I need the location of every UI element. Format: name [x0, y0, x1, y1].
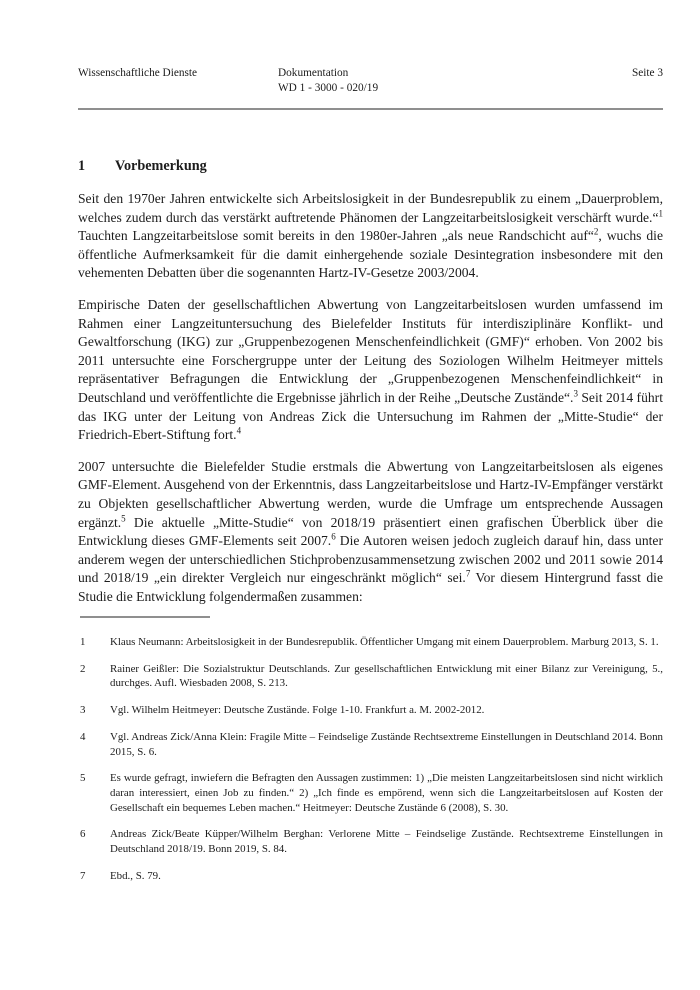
footnote-number: 5: [80, 772, 86, 785]
page-header: [78, 66, 663, 96]
header-page-number: Seite 3: [631, 67, 663, 79]
footnote-item: [78, 730, 663, 759]
footnote-number: 1: [80, 636, 86, 648]
footnote-text: Klaus Neumann: Arbeitslosigkeit in der Bundesrepublik. Öffentlicher Umgang mit einem Dauerproblem. Marburg 2013, S. 1.: [110, 636, 659, 648]
footnote-number: 3: [80, 704, 86, 717]
footnote-ref: 2: [593, 226, 599, 237]
footnote-text: Andreas Zick/Beate Küpper/Wilhelm Berghan: Verlorene Mitte – Feindselige Zustände. Rechtsextreme Einstellungen in Deutschland 2018/19. Bonn 2019, S. 84.: [110, 828, 663, 856]
footnote-item: [78, 771, 663, 815]
footnote-text: Vgl. Wilhelm Heitmeyer: Deutsche Zustände. Folge 1-10. Frankfurt a. M. 2002-2012.: [110, 704, 485, 717]
footnote-ref: 5: [121, 512, 126, 523]
footnote-item: [78, 869, 663, 884]
footnote-separator: [80, 616, 210, 618]
footnote-item: [78, 635, 663, 650]
footnote-ref: 1: [658, 208, 663, 219]
footnote-ref: 6: [331, 531, 336, 542]
footnote-item: [78, 827, 663, 856]
footnote-text: Rainer Geißler: Die Sozialstruktur Deutschlands. Zur gesellschaftlichen Entwicklung mit einer Bilanz zur Vereinigung, 5., durchges. Aufl. Wiesbaden 2008, S. 213.: [110, 662, 663, 690]
section-title: Vorbemerkung: [115, 158, 207, 174]
section-heading: [78, 157, 663, 175]
section-number: 1: [78, 158, 86, 174]
footnote-list: [78, 635, 663, 883]
body-paragraph: Seit den 1970er Jahren entwickelte sich Arbeitslosigkeit in der Bundesrepublik zu einem „Dauerproblem, welches zudem durch das verstärkt auftretende Phänomen der Langzeitarbeitslosigkeit verschärft wurde.“$^1$ Tauchten Langzeitarbeitslose somit bereits in den 1980er-Jahren „als neue Randschicht auf“$^2$, wuchs die öffentliche Aufmerksamkeit für die damit einhergehende soziale Desintegration insbesondere mit den vehementen Debatten über die sogenannten Hartz-IV-Gesetze 2003/2004.: [78, 191, 663, 281]
footnote-number: 7: [80, 869, 86, 882]
footnote-number: 6: [80, 828, 86, 841]
footnote-ref: 4: [236, 425, 242, 436]
header-service-name: Wissenschaftliche Dienste: [78, 67, 198, 79]
header-doc-number: WD 1 - 3000 - 020/19: [278, 82, 379, 94]
body-content: [78, 157, 663, 619]
body-paragraph: 2007 untersuchte die Bielefelder Studie erstmals die Abwertung von Langzeitarbeitslosen als eigenes GMF-Element. Ausgehend von der Erkenntnis, dass Langzeitarbeitslose und Hartz-IV-Empfänger verstärkt zu Objekten gesellschaftlicher Abwertung werden, wurde die Umfrage um entsprechende Aussagen ergänzt.$^5$ Die aktuelle „Mitte-Studie“ von 2018/19 präsentiert einen grafischen Überblick über die Entwicklung dieses GMF-Elements seit 2007.$^6$ Die Autoren weisen jedoch zugleich darauf hin, dass unter anderem wegen der unterschiedlichen Stichprobenzusammensetzung zwischen 2002 und 2011 sowie 2014 und 2018/19 „ein direkter Vergleich nur eingeschränkt möglich“ sei.$^7$ Vor diesem Hintergrund fasst die Studie die Entwicklung folgendermaßen zusammen:: [78, 458, 663, 604]
body-paragraph: Empirische Daten der gesellschaftlichen Abwertung von Langzeitarbeitslosen wurden umfassend im Rahmen einer Langzeituntersuchung des Bielefelder Instituts für interdisziplinäre Konflikt- und Gewaltforschung (IKG) zur „Gruppenbezogenen Menschenfeindlichkeit (GMF)“ erhoben. Von 2002 bis 2011 untersuchte eine Forschergruppe unter der Leitung des Soziologen Wilhelm Heitmeyer mittels repräsentativer Befragungen die Entwicklung der „Gruppenbezogenen Menschenfeindlichkeit“ in Deutschland und veröffentlichte die Ergebnisse jährlich in der Reihe „Deutsche Zustände“.$^3$ Seit 2014 führt das IKG unter der Leitung von Andreas Zick die Untersuchung im Rahmen der „Mitte-Studie“ der Friedrich-Ebert-Stiftung fort.$^4$: [78, 296, 663, 443]
footnote-area: [78, 616, 663, 895]
footnote-text: Es wurde gefragt, inwiefern die Befragten den Aussagen zustimmen: 1) „Die meisten Langzeitarbeitslosen sind nicht wirklich daran interessiert, einen Job zu finden.“ 2) „Ich finde es empörend, wenn sich die Langzeitarbeitslosen auf Kosten der Gesellschaft ein bequemes Leben machen.“ Heitmeyer: Deutsche Zustände 6 (2008), S. 30.: [110, 772, 663, 814]
footnote-item: [78, 662, 663, 691]
header-divider: [78, 108, 663, 110]
header-doc-type: Dokumentation: [278, 67, 349, 79]
footnote-text: Vgl. Andreas Zick/Anna Klein: Fragile Mitte – Feindselige Zustände Rechtsextreme Einstellungen in Deutschland 2014. Bonn 2015, S. 6.: [110, 730, 663, 758]
footnote-ref: 3: [573, 388, 578, 399]
body-paragraphs: [78, 190, 663, 606]
footnote-ref: 7: [465, 568, 471, 579]
footnote-number: 2: [80, 662, 86, 675]
header-doc-block: [278, 66, 508, 96]
footnote-item: [78, 703, 663, 718]
footnote-number: 4: [80, 730, 86, 743]
footnote-text: Ebd., S. 79.: [110, 869, 161, 882]
